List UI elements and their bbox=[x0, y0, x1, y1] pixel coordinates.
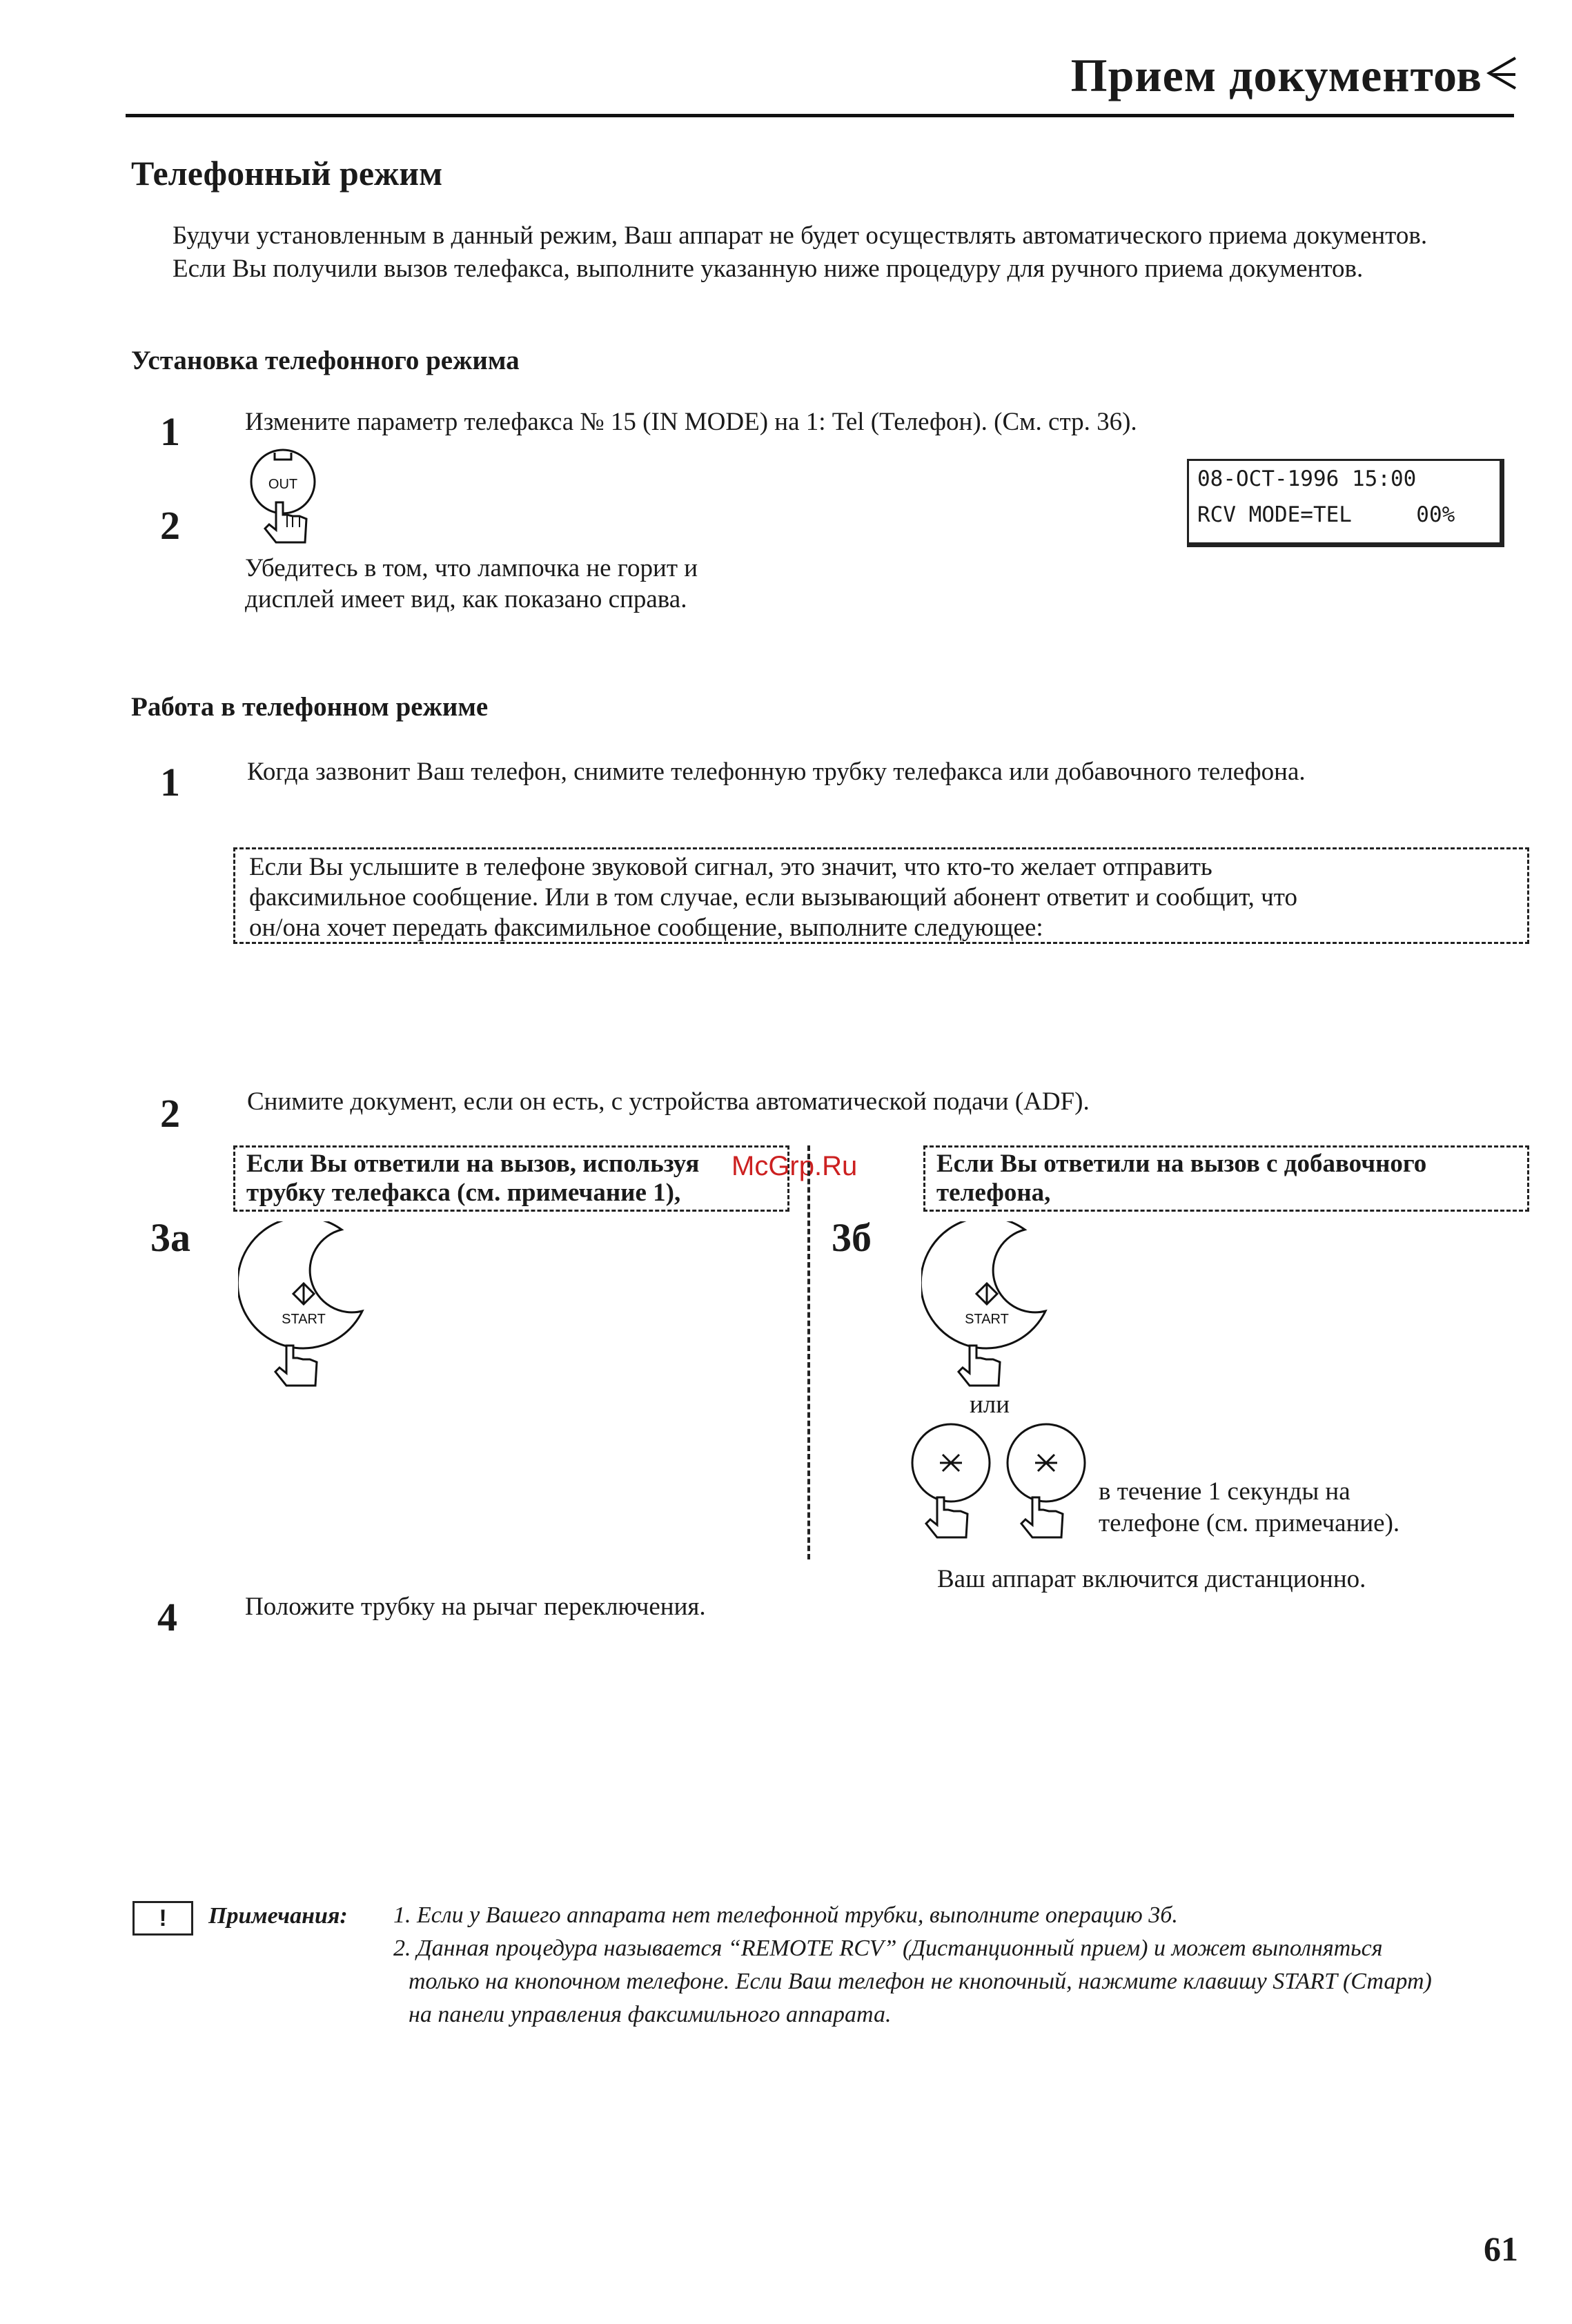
callout-line-1: Если Вы услышите в телефоне звуковой сигнал, это значит, что кто-то желает отправить bbox=[249, 853, 1212, 881]
setup-step1-number: 1 bbox=[160, 409, 180, 454]
step3b-box-line-2: телефона, bbox=[936, 1179, 1051, 1207]
operation-step1-text: Когда зазвонит Ваш телефон, снимите телефонную трубку телефакса или добавочного телефона. bbox=[247, 758, 1306, 786]
setup-step2-number: 2 bbox=[160, 503, 180, 548]
step3b-callout-box bbox=[923, 1145, 1529, 1212]
intro-paragraph: Будучи установленным в данный режим, Ваш аппарат не будет осуществлять автоматического приема документов. Если Вы получили вызов телефакса, выполните указанную ниже процедуру для ручного приема документов. bbox=[173, 221, 1428, 283]
column-divider bbox=[807, 1145, 813, 1559]
note-item-2-line-2: только на кнопочном телефоне. Если Ваш телефон не кнопочный, нажмите клавишу START (Старт) bbox=[409, 1969, 1432, 1994]
operation-heading: Работа в телефонном режиме bbox=[131, 692, 489, 722]
chevron-left-icon bbox=[1485, 54, 1518, 92]
step3a-box-line-1: Если Вы ответили на вызов, используя bbox=[246, 1150, 700, 1178]
page-header-title: Прием документов bbox=[1070, 49, 1482, 101]
start-key-label-3b: START bbox=[965, 1312, 1009, 1327]
note-item-2-line-1: 2. Данная процедура называется “REMOTE RCV” (Дистанционный прием) и может выполняться bbox=[393, 1936, 1383, 1961]
setup-step1-text: Измените параметр телефакса № 15 (IN MODE) на 1: Tel (Телефон). (См. стр. 36). bbox=[245, 408, 1137, 436]
operation-step2-text: Снимите документ, если он есть, с устройства автоматической подачи (ADF). bbox=[247, 1087, 1090, 1116]
star-key-press-icon-1 bbox=[910, 1421, 1006, 1546]
signal-callout-box bbox=[233, 847, 1529, 944]
setup-step2-line2: дисплей имеет вид, как показано справа. bbox=[245, 585, 687, 613]
note-exclamation-icon: ! bbox=[132, 1901, 193, 1936]
note-item-1: 1. Если у Вашего аппарата нет телефонной трубки, выполните операцию 3б. bbox=[393, 1902, 1178, 1928]
star-text-line-1: в течение 1 секунды на bbox=[1099, 1477, 1350, 1506]
watermark: McGrp.Ru bbox=[731, 1151, 858, 1181]
start-key-label: START bbox=[282, 1312, 326, 1327]
lcd-line-2: RCV MODE=TEL 00% bbox=[1197, 502, 1455, 527]
star-text-line-2: телефоне (см. примечание). bbox=[1099, 1509, 1400, 1537]
start-key-press-icon-3b bbox=[921, 1221, 1059, 1394]
step3a-callout-box bbox=[233, 1145, 789, 1212]
setup-step2-line1: Убедитесь в том, что лампочка не горит и bbox=[245, 554, 698, 582]
operation-step4-number: 4 bbox=[157, 1595, 177, 1639]
or-text: или bbox=[970, 1390, 1010, 1419]
operation-step4-text: Положите трубку на рычаг переключения. bbox=[245, 1593, 706, 1621]
remote-text: Ваш аппарат включится дистанционно. bbox=[937, 1565, 1366, 1593]
callout-line-2: факсимильное сообщение. Или в том случае, если вызывающий абонент ответит и сообщит, что bbox=[249, 883, 1297, 912]
step3a-box-line-2: трубку телефакса (см. примечание 1), bbox=[246, 1179, 681, 1207]
step3a-number: 3a bbox=[150, 1215, 190, 1260]
callout-line-3: он/она хочет передать факсимильное сообщение, выполните следующее: bbox=[249, 914, 1043, 942]
notes-label: Примечания: bbox=[208, 1903, 348, 1929]
operation-step2-number: 2 bbox=[160, 1091, 180, 1136]
section-title: Телефонный режим bbox=[131, 154, 443, 193]
step3b-number: 3б bbox=[832, 1215, 872, 1260]
start-key-press-icon bbox=[238, 1221, 376, 1394]
star-key-press-icon-2 bbox=[1005, 1421, 1101, 1546]
lcd-display bbox=[1187, 459, 1504, 547]
out-key-press-icon bbox=[248, 447, 324, 558]
note-item-2-line-3: на панели управления факсимильного аппарата. bbox=[409, 2002, 892, 2027]
setup-heading: Установка телефонного режима bbox=[131, 346, 520, 375]
lcd-line-1: 08-OCT-1996 15:00 bbox=[1197, 466, 1417, 491]
operation-step1-number: 1 bbox=[160, 760, 180, 805]
out-key-label: OUT bbox=[268, 477, 298, 492]
page-number: 61 bbox=[1484, 2229, 1518, 2268]
header-rule bbox=[126, 114, 1514, 117]
step3b-box-line-1: Если Вы ответили на вызов с добавочного bbox=[936, 1150, 1427, 1178]
